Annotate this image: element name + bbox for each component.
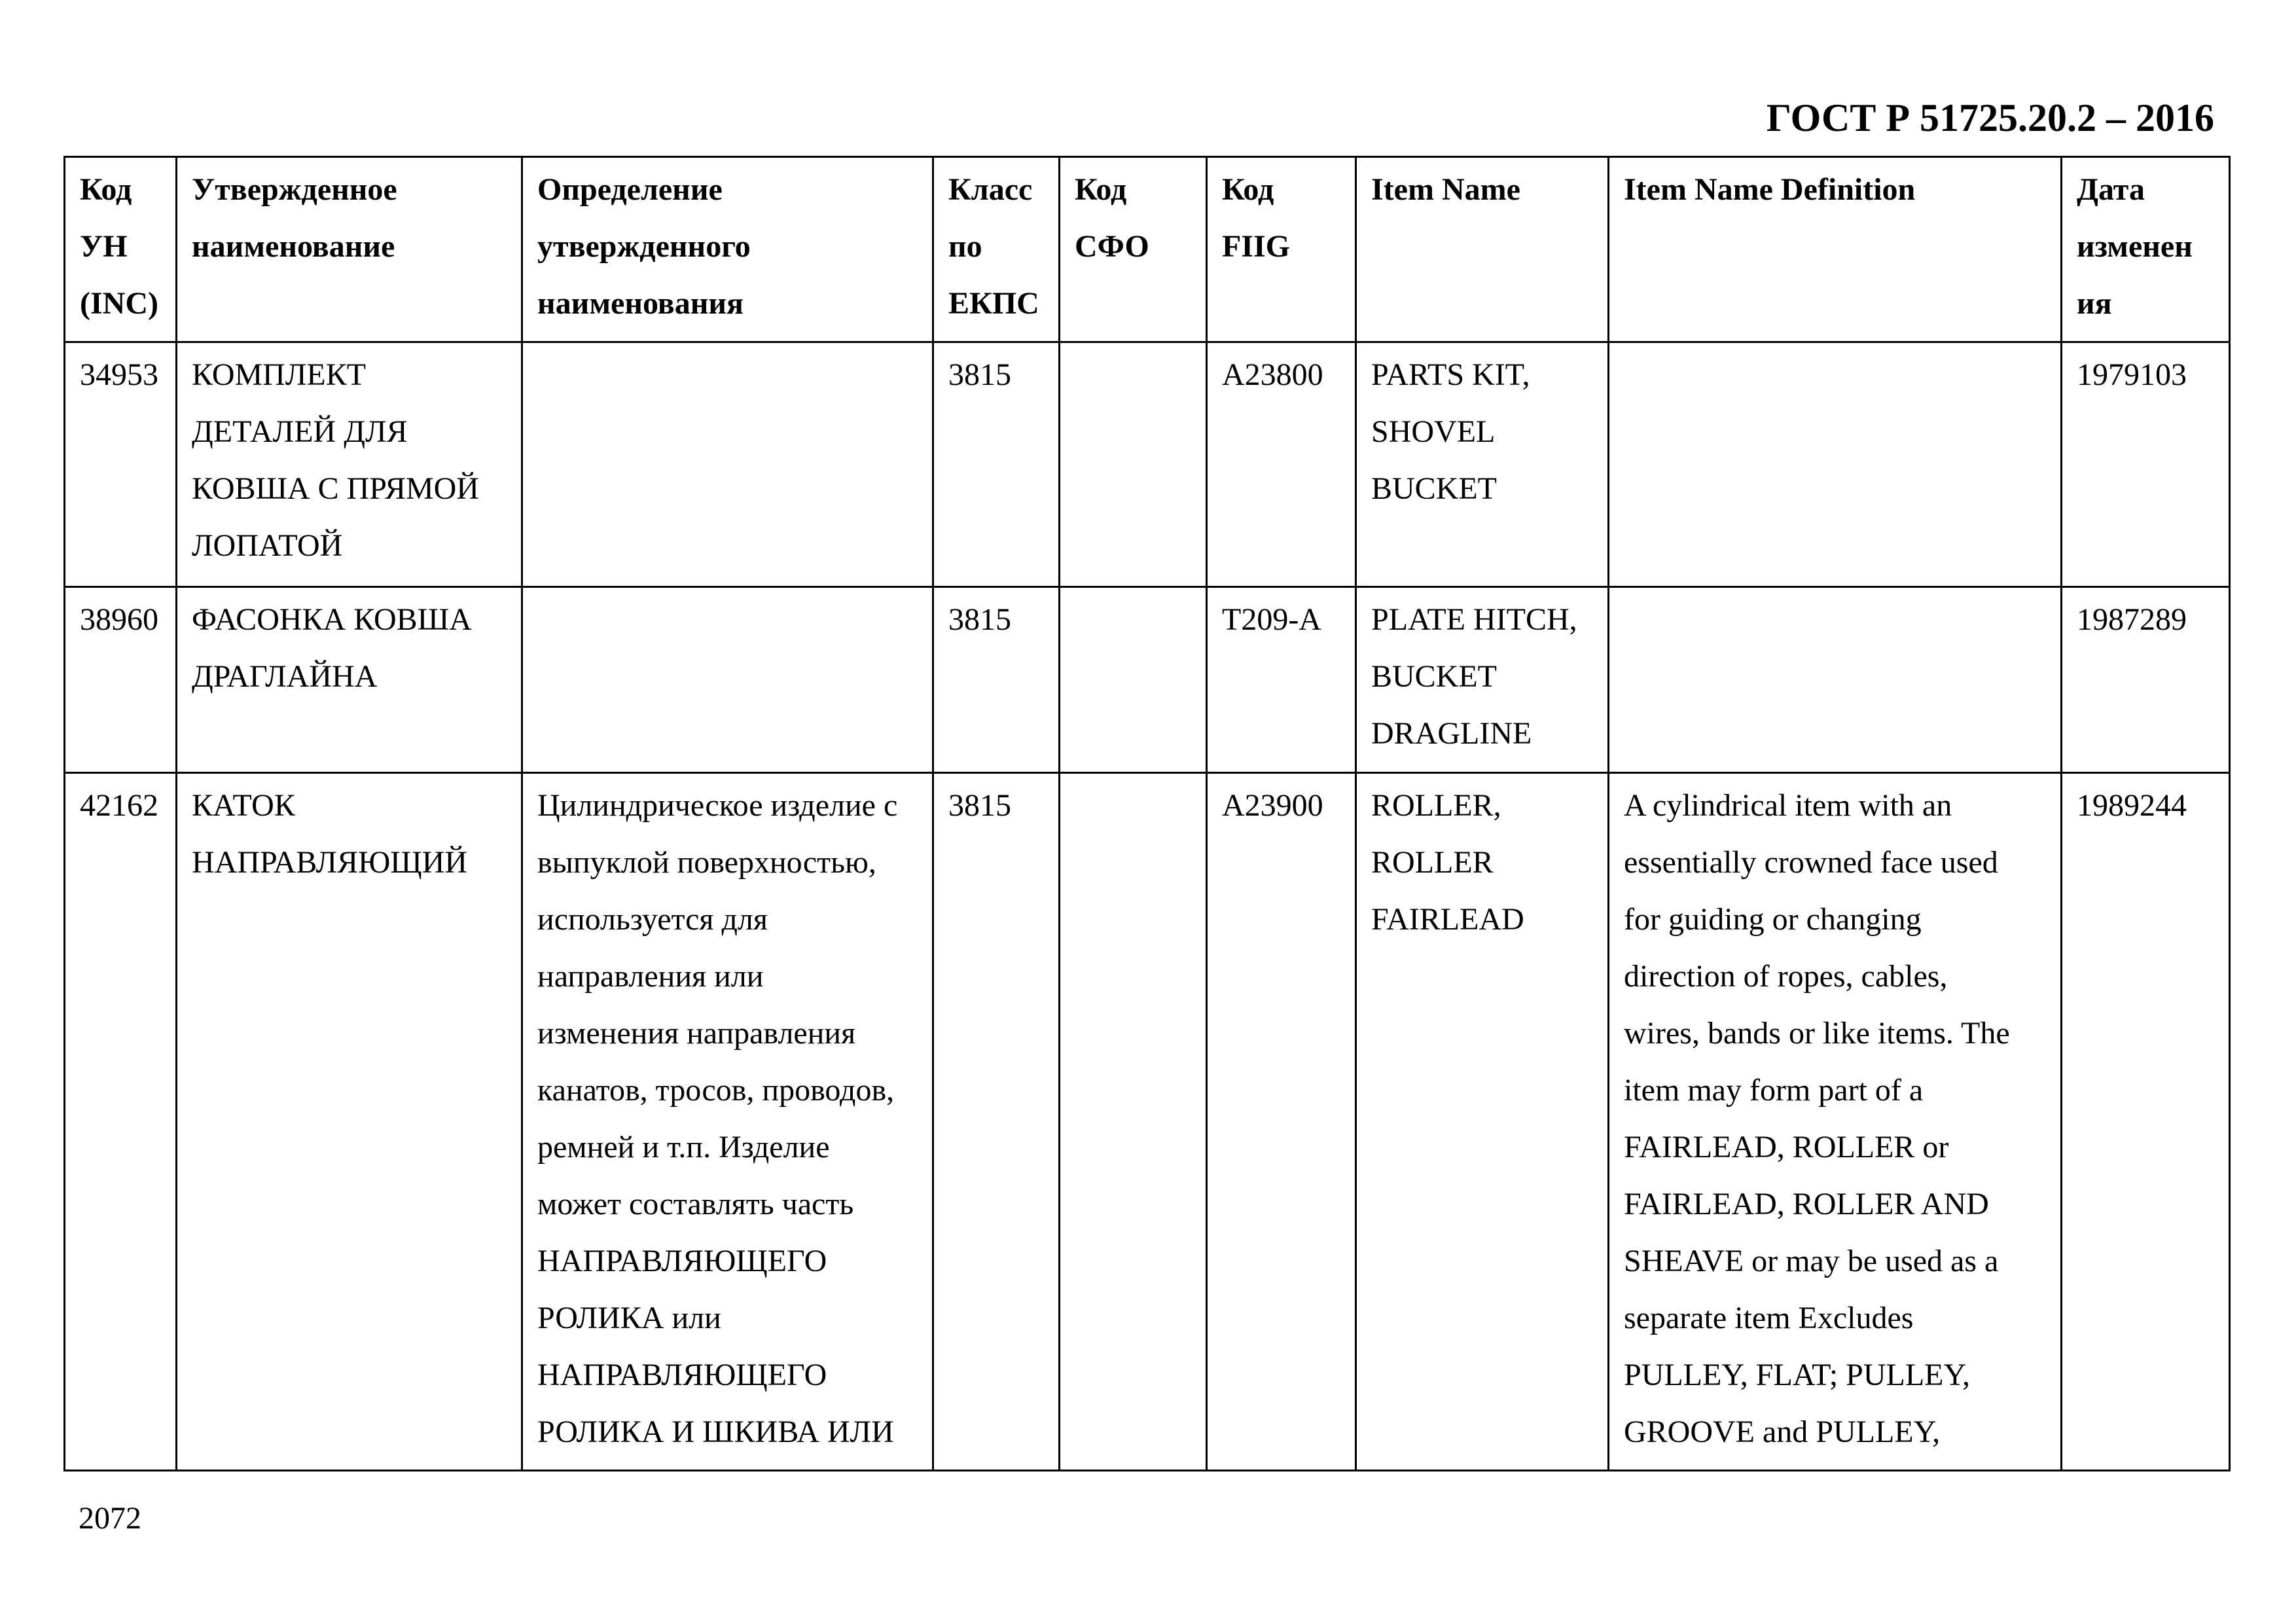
header-line: Дата [2077, 172, 2145, 207]
cell-line: direction of ropes, cables, [1624, 959, 1948, 994]
header-line: Item Name [1371, 172, 1520, 207]
cell-line: ЛОПАТОЙ [192, 528, 343, 563]
cell-line: item may form part of a [1624, 1073, 1924, 1108]
header-line: Item Name Definition [1624, 172, 1916, 207]
cell-fiig-code: A23900 [1207, 773, 1356, 1471]
cell-line: BUCKET [1371, 471, 1497, 506]
cell-line: ремней и т.п. Изделие [537, 1130, 830, 1164]
header-item-name [1356, 157, 1609, 342]
cell-sfo-code [1060, 587, 1207, 773]
cell-line: for guiding or changing [1624, 902, 1922, 937]
cell-line: РОЛИКА И ШКИВА ИЛИ [537, 1415, 894, 1449]
cell-inc: 38960 [65, 587, 177, 773]
header-line: ия [2077, 286, 2112, 321]
header-fiig-code [1207, 157, 1356, 342]
cell-fiig-code: T209-A [1207, 587, 1356, 773]
header-line: утвержденного [537, 229, 751, 264]
header-item-name-definition [1609, 157, 2062, 342]
page-number: 2072 [79, 1501, 141, 1536]
header-line: Код [1075, 172, 1127, 207]
table-row [65, 773, 2230, 1471]
cell-line: PLATE HITCH, [1371, 602, 1577, 637]
cell-line: SHOVEL [1371, 414, 1496, 449]
cell-change-date: 1979103 [2062, 342, 2230, 587]
cell-line: ФАСОНКА КОВША [192, 602, 472, 637]
header-line: Определение [537, 172, 723, 207]
cell-definition [522, 587, 933, 773]
cell-line: выпуклой поверхностью, [537, 845, 876, 880]
header-line: УН [80, 229, 128, 264]
cell-approved-name [177, 342, 522, 587]
cell-line: ROLLER [1371, 845, 1494, 880]
cell-line: может составлять часть [537, 1187, 854, 1221]
cell-line: РОЛИКА или [537, 1301, 721, 1335]
cell-fiig-code: A23800 [1207, 342, 1356, 587]
header-line: СФО [1075, 229, 1149, 264]
cell-sfo-code [1060, 773, 1207, 1471]
cell-line: ДРАГЛАЙНА [192, 659, 378, 694]
header-line: ЕКПС [948, 286, 1039, 321]
cell-line: ROLLER, [1371, 788, 1501, 823]
header-line: FIIG [1222, 229, 1291, 264]
header-line: наименование [192, 229, 395, 264]
cell-ekps-class: 3815 [933, 773, 1060, 1471]
cell-line: НАПРАВЛЯЮЩЕГО [537, 1358, 827, 1392]
cell-item-name [1356, 587, 1609, 773]
cell-definition [522, 773, 933, 1471]
cell-inc: 42162 [65, 773, 177, 1471]
cell-line: FAIRLEAD, ROLLER AND [1624, 1187, 1989, 1221]
cell-line: FAIRLEAD [1371, 902, 1524, 937]
cell-sfo-code [1060, 342, 1207, 587]
cell-line: используется для [537, 902, 768, 937]
header-line: Класс [948, 172, 1033, 207]
cell-approved-name [177, 773, 522, 1471]
cell-line: КАТОК [192, 788, 295, 823]
table-header-row [65, 157, 2230, 342]
cell-inc: 34953 [65, 342, 177, 587]
cell-line: PARTS KIT, [1371, 357, 1530, 392]
cell-item-name-definition [1609, 773, 2062, 1471]
cell-ekps-class: 3815 [933, 342, 1060, 587]
header-line: (INC) [80, 286, 158, 321]
header-line: изменен [2077, 229, 2193, 264]
header-line: наименования [537, 286, 744, 321]
cell-line: КОМПЛЕКТ [192, 357, 367, 392]
header-definition [522, 157, 933, 342]
header-change-date [2062, 157, 2230, 342]
cell-line: GROOVE and PULLEY, [1624, 1415, 1941, 1449]
cell-ekps-class: 3815 [933, 587, 1060, 773]
table-row [65, 342, 2230, 587]
cell-item-name [1356, 342, 1609, 587]
cell-line: DRAGLINE [1371, 716, 1532, 751]
cell-line: канатов, тросов, проводов, [537, 1073, 895, 1108]
cell-approved-name [177, 587, 522, 773]
header-ekps-class [933, 157, 1060, 342]
cell-line: separate item Excludes [1624, 1301, 1914, 1335]
cell-line: НАПРАВЛЯЮЩЕГО [537, 1244, 827, 1278]
document-code-header: ГОСТ Р 51725.20.2 – 2016 [1766, 96, 2214, 139]
table-row [65, 587, 2230, 773]
cell-item-name [1356, 773, 1609, 1471]
cell-line: направления или [537, 959, 764, 994]
cell-line: PULLEY, FLAT; PULLEY, [1624, 1358, 1970, 1392]
header-inc [65, 157, 177, 342]
cell-line: essentially crowned face used [1624, 845, 1998, 880]
header-sfo-code [1060, 157, 1207, 342]
header-line: Код [1222, 172, 1274, 207]
cell-definition [522, 342, 933, 587]
cell-item-name-definition [1609, 587, 2062, 773]
header-line: Код [80, 172, 132, 207]
header-line: по [948, 229, 982, 264]
cell-change-date: 1989244 [2062, 773, 2230, 1471]
cell-line: SHEAVE or may be used as a [1624, 1244, 1999, 1278]
cell-line: КОВША С ПРЯМОЙ [192, 471, 479, 506]
header-line: Утвержденное [192, 172, 397, 207]
cell-line: изменения направления [537, 1016, 856, 1051]
cell-line: Цилиндрическое изделие с [537, 788, 898, 823]
item-names-table [63, 156, 2231, 1471]
cell-line: ДЕТАЛЕЙ ДЛЯ [192, 414, 408, 449]
cell-item-name-definition [1609, 342, 2062, 587]
cell-change-date: 1987289 [2062, 587, 2230, 773]
cell-line: BUCKET [1371, 659, 1497, 694]
cell-line: wires, bands or like items. The [1624, 1016, 2010, 1051]
cell-line: НАПРАВЛЯЮЩИЙ [192, 845, 468, 880]
cell-line: FAIRLEAD, ROLLER or [1624, 1130, 1949, 1164]
header-approved-name [177, 157, 522, 342]
cell-line: A cylindrical item with an [1624, 788, 1952, 823]
